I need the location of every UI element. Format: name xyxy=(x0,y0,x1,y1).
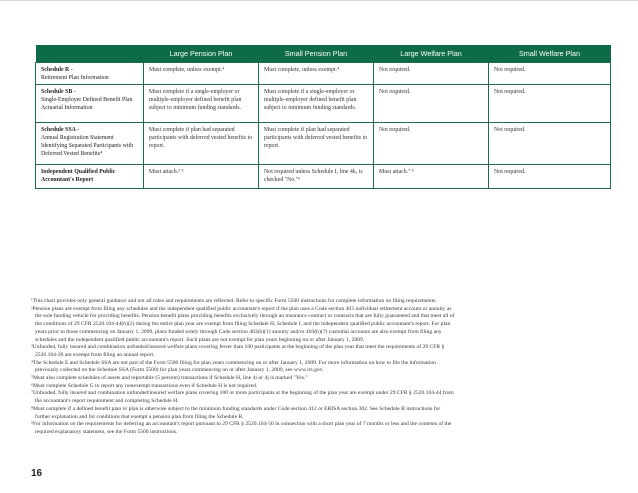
footnote-line: ²Pension plans are exempt from filing any schedules and the independent qualified public accountant's report if the plan uses a Code section 403 individual retirement account or annuity as xyxy=(31,305,452,312)
table-row xyxy=(36,84,611,122)
table-cell: Must attach.⁷ ⁹ xyxy=(374,164,489,188)
row-title: Independent Qualified Public Accountant's Report xyxy=(41,168,116,183)
table-cell: Not required. xyxy=(489,62,611,84)
footnote-line: ⁷Unfunded, fully insured and combination unfunded/insured welfare plans covering 100 or more participants at the beginning of the plan year are exempt under 29 CFR § 2520.104-44 from xyxy=(31,390,454,397)
footnote-line: ⁶Must complete Schedule G to report any nonexempt transactions even if Schedule H is not required. xyxy=(31,382,258,389)
row-subtitle: Single-Employer Defined Benefit Plan Actuarial Information xyxy=(41,96,133,111)
footnote-line: ¹This chart provides only general guidance and not all rules and requirements are reflected. Refer to specific Form 5500 instructions for complete information on filing requirements. xyxy=(31,298,437,304)
row-header-schedule-sb xyxy=(36,84,144,122)
footnote-line: years prior to those commencing on January 1, 2009, plans funded solely through Code section 403(b)(1) annuity and/or 403(b)(7) custodial accounts are also exempt from filing any xyxy=(35,328,442,335)
footnote-line: ⁵Must also complete schedules of assets and reportable (5 percent) transactions if Schedule H, line 4i or 4j is marked "Yes." xyxy=(31,375,308,382)
table-cell: Must complete if plan had separated participants with deferred vested benefits to report. xyxy=(259,122,374,164)
table-cell: Not required. xyxy=(374,122,489,164)
footnote-line: previously collected on the Schedule SSA (Form 5500) for plan years commencing on or after January 1, 2009, see www.irs.gov. xyxy=(35,367,324,374)
table-row xyxy=(36,164,611,188)
footnote-line: ⁴The Schedule E and Schedule SSA are not part of the Form 5500 filing for plan years commencing on or after January 1, 2009. For more information on how to file the information xyxy=(31,359,436,366)
header-large-welfare-plan: Large Welfare Plan xyxy=(374,45,489,62)
header-small-welfare-plan: Small Welfare Plan xyxy=(489,45,611,62)
requirements-table xyxy=(35,45,611,189)
table-cell: Must complete, unless exempt.⁴ xyxy=(144,62,259,84)
footnote-line: the conditions of 29 CFR 2520.104-44(b)(2) during the entire plan year are exempt from filing Schedule H, Schedule I, and the independent qualified public accountant's report. For plan xyxy=(35,321,451,328)
table-cell: Must complete if a single-employer or multiple-employer defined benefit plan subject to minimum funding standards. xyxy=(144,84,259,122)
header-small-pension-plan: Small Pension Plan xyxy=(259,45,374,62)
page-number: 16 xyxy=(31,468,43,479)
table-cell: Not required. xyxy=(374,62,489,84)
row-header-schedule-r xyxy=(36,62,144,84)
footnote-line: ⁹For information on the requirements for deferring an accountant's report pursuant to 29 CFR § 2520.104-50 in connection with a short plan year of 7 months or less and the contents of the xyxy=(31,421,452,428)
row-subtitle: Annual Registration Statement Identifying Separated Participants with Deferred Vested Benefits⁴ xyxy=(41,134,134,157)
footnote-line: the sole funding vehicle for providing benefits. Pension benefit plans providing benefits exclusively through an insurance contract or contracts that are fully guaranteed and that meet all of xyxy=(35,313,455,320)
table-cell: Must complete if plan had separated participants with deferred vested benefits to report. xyxy=(144,122,259,164)
footnote-line: required explanatory statement, see the Form 5500 instructions. xyxy=(35,428,178,435)
footnote-line: schedules and the independent qualified public accountant's report. Such plans are not exempt for plan years beginning on or after January 1, 2009. xyxy=(35,336,365,343)
table-cell: Must complete if a single-employer or multiple-employer defined benefit plan subject to minimum funding standards. xyxy=(259,84,374,122)
table-cell: Not required. xyxy=(489,84,611,122)
table-cell: Not required. xyxy=(489,122,611,164)
table-cell: Not required unless Schedule I, line 4k, is checked "No."⁵ xyxy=(259,164,374,188)
table-header-row xyxy=(36,45,611,62)
row-title: Schedule R - xyxy=(41,66,73,73)
page-top-rule xyxy=(0,0,638,1)
row-header-schedule-ssa xyxy=(36,122,144,164)
table-row xyxy=(36,62,611,84)
footnote-line: ⁸Must complete if a defined benefit plan or plan is otherwise subject to the minimum funding standards under Code section 412 or ERISA section 302. See Schedule R instructions for xyxy=(31,405,441,412)
footnote-line: ³Unfunded, fully insured and combination unfunded/insured welfare plans covering fewer than 100 participants at the beginning of the plan year that meet the requirements of 29 CFR § xyxy=(31,344,445,351)
table-cell: Not required. xyxy=(374,84,489,122)
header-large-pension-plan: Large Pension Plan xyxy=(144,45,259,62)
row-title: Schedule SB - xyxy=(41,88,76,95)
table-cell: Must complete, unless exempt.⁴ xyxy=(259,62,374,84)
row-title: Schedule SSA - xyxy=(41,126,79,133)
row-header-accountants-report xyxy=(36,164,144,188)
header-blank-cell xyxy=(36,45,144,62)
footnotes xyxy=(31,298,616,437)
table-row xyxy=(36,122,611,164)
footnote-line: 2520.104-20 are exempt from filing an annual report. xyxy=(35,351,155,358)
table-cell: Not required. xyxy=(489,164,611,188)
table-cell: Must attach.² ⁹ xyxy=(144,164,259,188)
requirements-table-container xyxy=(35,45,610,189)
footnote-line: the accountant's report requirement and completing Schedule H. xyxy=(35,398,179,405)
footnote-line: further explanation and for conditions that exempt a pension plan from filing the Schedule R. xyxy=(35,413,244,420)
row-subtitle: Retirement Plan Information xyxy=(41,74,109,81)
